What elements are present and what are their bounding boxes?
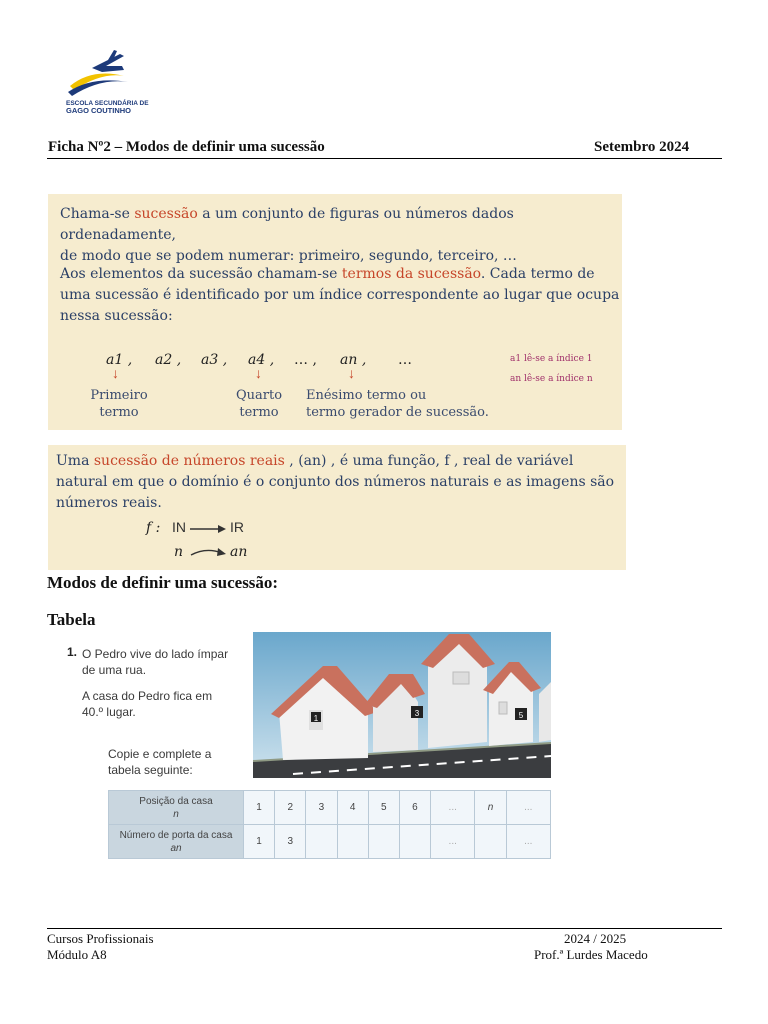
text-fragment: nessa sucessão: [60,308,173,324]
house-number-3: 3 [414,709,420,718]
footer-school-year: 2024 / 2025 [564,931,627,946]
text-fragment: , (an) , é uma função, f , real de variável [284,453,574,469]
map-function-label: f : [146,520,161,536]
table-cell: 3 [275,825,306,859]
label-line: Quarto [235,388,283,403]
reading-note-1: a1 lê-se a índice 1 [510,354,593,364]
highlight-term: termos da sucessão [341,266,481,282]
curved-arrow-icon [188,545,228,559]
table-cell: ... [506,791,550,825]
exercise-line: de uma rua. [82,663,147,677]
houses-illustration [253,632,551,778]
header-divider [47,158,722,159]
text-fragment: a um conjunto de figuras ou números dados ordenadamente, [60,206,514,243]
table-cell-blank[interactable] [337,825,368,859]
exercise-line: Copie e complete a [108,747,212,761]
text-fragment: uma sucessão é identificado por um índice correspondente ao lugar que ocupa [60,287,620,303]
definition-paragraph-1 [60,204,622,267]
section-heading-table: Tabela [47,610,96,629]
down-arrow-icon: ↓ [255,367,262,382]
table-row-position [109,791,551,825]
label-line: termo gerador de sucessão. [306,405,489,420]
label-line: termo [239,405,279,420]
table-cell: ... [431,825,475,859]
label-line: termo [99,405,139,420]
text-fragment: Aos elementos da sucessão chamam-se [60,266,342,282]
term-a3: a3 , [201,352,228,368]
definition-box-real-sequence [48,445,626,570]
text-fragment: números reais. [56,495,162,511]
sequence-table [108,790,551,859]
footer-right [534,931,684,963]
label-nth-term [306,387,496,421]
school-name-line1: ESCOLA SECUNDÁRIA DE [66,100,149,107]
table-cell: 4 [337,791,368,825]
table-cell-blank[interactable] [399,825,430,859]
map-image-an: an [230,544,248,560]
exercise-number: 1. [67,645,78,659]
term-a1: a1 , [106,352,133,368]
table-cell-blank[interactable] [306,825,337,859]
row-header-variable: an [170,842,182,854]
term-an: an , [340,352,367,368]
row-header-text: Posição da casa [139,795,213,807]
row-header-variable: n [173,808,179,820]
footer-course: Cursos Profissionais [47,931,154,946]
exercise-line: tabela seguinte: [108,763,193,777]
table-cell: ... [431,791,475,825]
worksheet-title: Ficha Nº2 – Modos de definir uma sucessão [48,139,325,155]
reading-note-2: an lê-se a índice n [510,374,593,384]
text-fragment: Chama-se [60,206,135,222]
term-a4: a4 , [248,352,275,368]
table-cell: 2 [275,791,306,825]
worksheet-date: Setembro 2024 [594,139,690,155]
table-cell: n [475,791,506,825]
footer-module: Módulo A8 [47,947,107,962]
label-line: Enésimo termo ou [306,388,427,403]
text-fragment: . Cada termo de [480,266,595,282]
table-cell: 1 [244,825,275,859]
highlight-term: sucessão de números reais [93,453,285,469]
table-row-header-position [109,791,244,825]
house-number-1: 1 [313,714,319,723]
table-row-header-door-number [109,825,244,859]
highlight-term: sucessão [134,206,198,222]
term-trailing-ellipsis: … [398,352,412,368]
down-arrow-icon: ↓ [348,367,355,382]
definition-paragraph-2 [60,264,619,327]
exercise-statement [82,646,242,720]
house-number-5: 5 [518,711,524,720]
school-name-line2: GAGO COUTINHO [66,106,131,115]
definition-real-sequence-text [56,451,614,514]
table-cell-blank[interactable] [368,825,399,859]
table-cell: 1 [244,791,275,825]
exercise-line: O Pedro vive do lado ímpar [82,647,229,661]
exercise-instruction [108,746,248,778]
table-cell: 6 [399,791,430,825]
school-name [66,100,156,114]
table-cell-blank[interactable] [475,825,506,859]
section-heading-modes: Modos de definir uma sucessão: [47,573,279,592]
down-arrow-icon: ↓ [112,367,119,382]
footer-left [47,931,154,963]
term-ellipsis: … , [294,352,317,368]
term-a2: a2 , [155,352,182,368]
footer-divider [47,928,722,929]
row-header-text: Número de porta da casa [119,829,233,841]
table-cell: 5 [368,791,399,825]
exercise-line: 40.º lugar. [82,705,136,719]
table-row-door-number [109,825,551,859]
definition-box-sequence [48,194,622,430]
map-domain: IN [172,519,186,535]
text-fragment: natural em que o domínio é o conjunto dos números naturais e as imagens são [56,474,615,490]
right-arrow-icon [188,523,228,535]
map-codomain: IR [230,519,244,535]
text-fragment: Uma [56,453,94,469]
label-line: Primeiro [90,388,148,403]
map-variable-n: n [174,544,184,560]
table-cell: ... [506,825,550,859]
table-cell: 3 [306,791,337,825]
label-fourth-term [228,387,290,421]
text-fragment: de modo que se podem numerar: primeiro, segundo, terceiro, … [60,248,517,264]
footer-teacher: Prof.ª Lurdes Macedo [534,947,648,962]
exercise-line: A casa do Pedro fica em [82,689,213,703]
label-first-term [84,387,154,421]
